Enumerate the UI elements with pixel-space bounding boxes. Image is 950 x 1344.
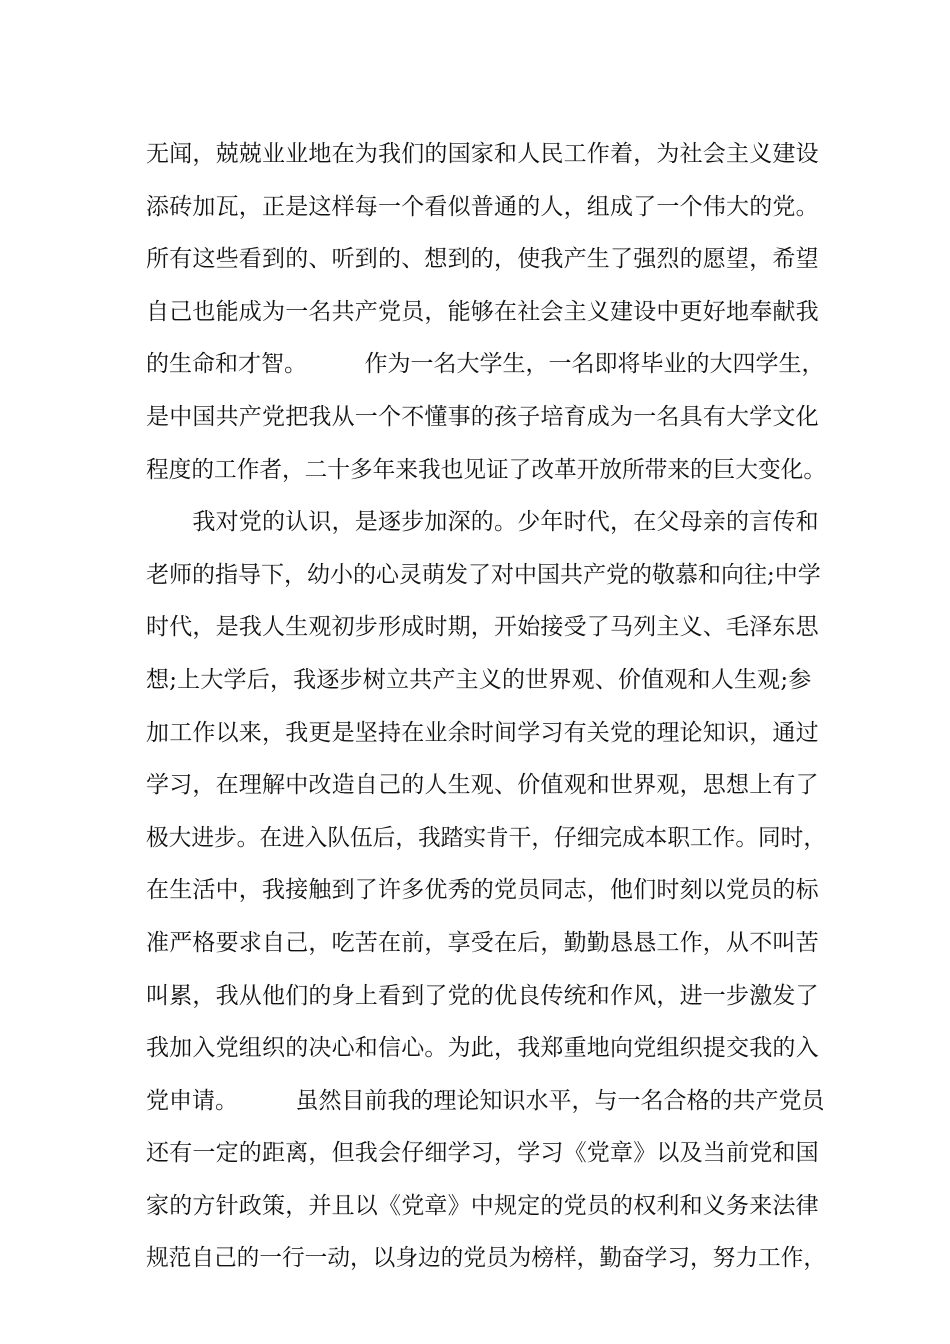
- text-line: 自己也能成为一名共产党员，能够在社会主义建设中更好地奉献我: [146, 298, 819, 325]
- text-line: 我加入党组织的决心和信心。为此，我郑重地向党组织提交我的入: [146, 1035, 819, 1062]
- text-line: 家的方针政策，并且以《党章》中规定的党员的权利和义务来法律: [146, 1192, 819, 1219]
- text-line: 学习，在理解中改造自己的人生观、价值观和世界观，思想上有了: [146, 772, 819, 799]
- text-line: 是中国共产党把我从一个不懂事的孩子培育成为一名具有大学文化: [146, 403, 819, 430]
- text-line: 添砖加瓦，正是这样每一个看似普通的人，组成了一个伟大的党。: [146, 193, 819, 220]
- text-line: 加工作以来，我更是坚持在业余时间学习有关党的理论知识，通过: [146, 719, 819, 746]
- text-line: 的生命和才智。 作为一名大学生，一名即将毕业的大四学生，: [146, 351, 825, 378]
- text-line: 准严格要求自己，吃苦在前，享受在后，勤勤恳恳工作，从不叫苦: [146, 929, 819, 956]
- text-line: 叫累，我从他们的身上看到了党的优良传统和作风，进一步激发了: [146, 982, 819, 1009]
- text-line: 规范自己的一行一动，以身边的党员为榜样，勤奋学习，努力工作，: [146, 1245, 826, 1272]
- text-line: 想;上大学后，我逐步树立共产主义的世界观、价值观和人生观;参: [146, 666, 812, 693]
- text-line: 老师的指导下，幼小的心灵萌发了对中国共产党的敬慕和向往;中学: [146, 561, 821, 588]
- text-line: 还有一定的距离，但我会仔细学习，学习《党章》以及当前党和国: [146, 1140, 819, 1167]
- text-line: 党申请。 虽然目前我的理论知识水平，与一名合格的共产党员: [146, 1087, 825, 1114]
- text-line: 极大进步。在进入队伍后，我踏实肯干，仔细完成本职工作。同时，: [146, 824, 826, 851]
- text-line: 所有这些看到的、听到的、想到的，使我产生了强烈的愿望，希望: [146, 246, 819, 273]
- text-line: 程度的工作者，二十多年来我也见证了改革开放所带来的巨大变化。: [146, 456, 826, 483]
- text-line: 在生活中，我接触到了许多优秀的党员同志，他们时刻以党员的标: [146, 877, 819, 904]
- text-line: 无闻，兢兢业业地在为我们的国家和人民工作着，为社会主义建设: [146, 141, 819, 167]
- body-text: [146, 131, 826, 1288]
- text-line: 时代，是我人生观初步形成时期，开始接受了马列主义、毛泽东思: [146, 614, 819, 641]
- text-line: 我对党的认识，是逐步加深的。少年时代，在父母亲的言传和: [146, 509, 819, 536]
